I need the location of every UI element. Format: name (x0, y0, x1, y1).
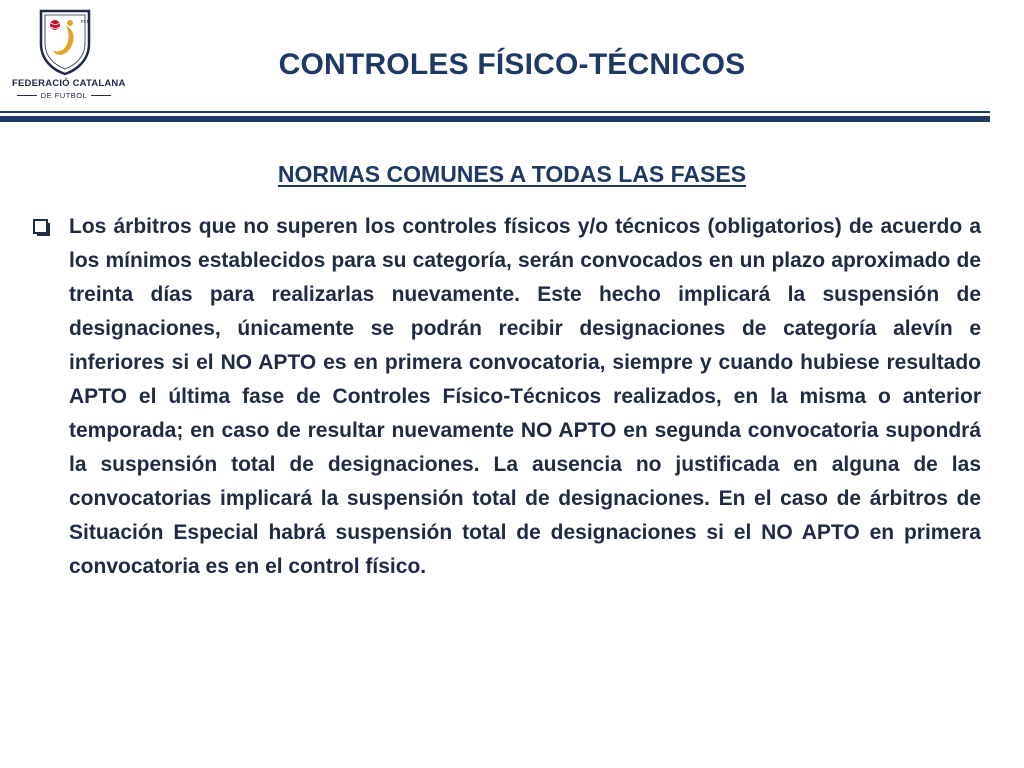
logo-org-name: FEDERACIÓ CATALANA (12, 78, 126, 89)
logo-sub-row (12, 91, 116, 100)
header-divider-thin (0, 111, 990, 113)
section-subtitle-text: NORMAS COMUNES A TODAS LAS FASES (277, 161, 747, 187)
section-subtitle (0, 161, 1024, 188)
header-divider-thick (0, 116, 990, 122)
logo-rule-left (17, 95, 37, 96)
logo-org-sub: DE FUTBOL (40, 91, 88, 100)
checkbox-square-icon (33, 219, 51, 237)
page-title: CONTROLES FÍSICO-TÉCNICOS (278, 48, 746, 81)
bullet-paragraph: Los árbitros que no superen los controles físicos y/o técnicos (obligatorios) de acuerdo a los mínimos establecidos para su categoría, serán convocados en un plazo aproximado de treinta días para realizarlas nuevamente. Este hecho implicará la suspensión de designaciones, únicamente se podrán recibir designaciones de categoría alevín e inferiores si el NO APTO es en primera convocatoria, siempre y cuando hubiese resultado APTO el última fase de Controles Físico-Técnicos realizados, en la misma o anterior temporada; en caso de resultar nuevamente NO APTO en segunda convocatoria supondrá la suspensión total de designaciones. La ausencia no justificada en alguna de las convocatorias implicará la suspensión total de designaciones. En el caso de árbitros de Situación Especial habrá suspensión total de designaciones si el NO APTO en primera convocatoria es en el control físico. (69, 215, 981, 578)
logo-badge (78, 18, 92, 24)
logo-badge-text: FCF (80, 19, 90, 24)
logo-rule-right (91, 95, 111, 96)
